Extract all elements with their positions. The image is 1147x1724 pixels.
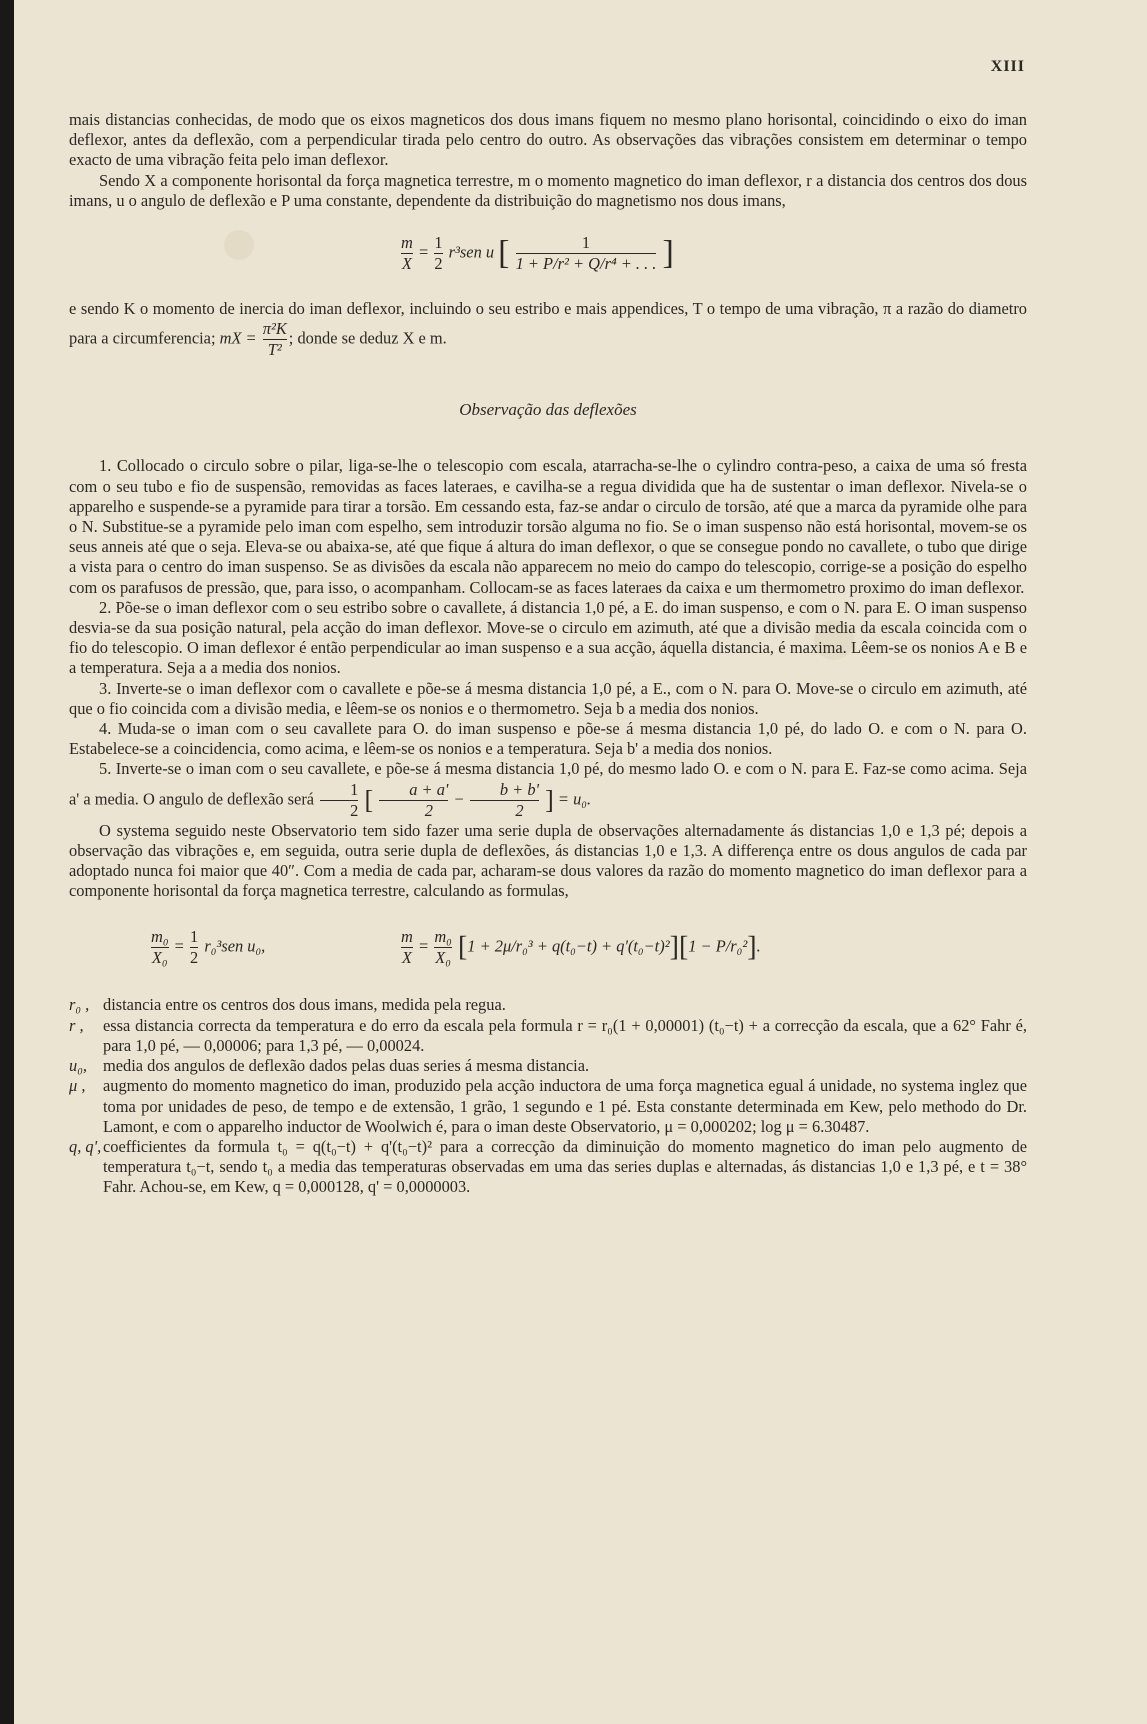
definition-item xyxy=(69,995,1027,1015)
paragraph: 5. Inverte-se o iman com o seu cavallete, e põe-se á mesma distancia 1,0 pé, do mesmo lado O. e com o N. para E. Faz-se como acima. Seja a' a media. O angulo de deflexão será $\frac{1}{2}$ [ $\frac{a + a'}{2}$ − $\frac{b + b'}{2}$ ] = u₀. xyxy=(69,759,1027,820)
document-page xyxy=(14,0,1147,1724)
paragraph: O systema seguido neste Observatorio tem sido fazer uma serie dupla de observações alternadamente ás distancias 1,0 e 1,3 pé; depois a observação das vibrações e, em seguida, outra serie dupla de deflexões, ás distancias 1,0 e 1,3. A differença entre os dous angulos de cada par adoptado nunca foi maior que 40″. Com a media de cada par, acharam-se dous valores da razão do momento magnetico do iman deflexor para a componente horisontal da força magnetica terrestre, calculando as formulas, xyxy=(69,820,1027,901)
page-body xyxy=(69,110,1027,1198)
formula-deflexion: $\frac{m}{X}$ = $\frac{1}{2}$ r³sen u [ $\frac{1}{\text{1 + P/r² + Q/r⁴ + . . .}}$ ] xyxy=(401,233,674,274)
definition-symbol: r₀ , xyxy=(69,995,90,1015)
definition-symbol: u₀, xyxy=(69,1056,87,1076)
definition-text: media dos angulos de deflexão dados pelas duas series á mesma distancia. xyxy=(103,1056,590,1076)
definition-symbol: q, q', xyxy=(69,1136,102,1156)
numbered-item: 3. Inverte-se o iman deflexor com o cavallete e põe-se á mesma distancia 1,0 pé, a E., com o N. para O. Move-se o circulo em azimuth, até que o fio coincida com a divisão media, e lêem-se os nonios e o thermometro. Seja b a media dos nonios. xyxy=(69,678,1027,718)
numbered-items xyxy=(69,456,1027,759)
page-number: XIII xyxy=(990,58,1025,75)
numbered-item: 1. Collocado o circulo sobre o pilar, liga-se-lhe o telescopio com escala, atarracha-se-lhe o cylindro contra-peso, a caixa de uma só fresta com o seu tubo e fio de suspensão, removidas as faces lateraes, e cavilha-se a regua dividida que ha de sustentar o iman deflexor. Nivela-se o apparelho e suspende-se a pyramide para tirar a torsão. Em cessando esta, faz-se andar o circulo de torsão, até que a marca da pyramide olhe para o N. Substitue-se a pyramide pelo iman com espelho, sem introduzir torsão alguma no fio. Se o iman suspenso não está horisontal, movem-se os seus anneis até que o seja. Eleva-se ou abaixa-se, até que fique á altura do iman deflexor, o que se consegue pondo no cavallete, o tubo que dirige a vista para o centro do iman suspenso. Se as divisões da escala não apparecem no meio do campo do telescopio, corrige-se a posição do espelho com os parafusos de pressão, que, para isso, o acompanham. Collocam-se as faces lateraes da caixa e um thermometro proximo do iman deflexor. xyxy=(69,456,1027,597)
formula-ratio: $\frac{\text{m₀}}{\text{X₀}}$ = $\frac{1}{2}$ r₀³sen u₀, $\frac{m}{X}$ = $\frac{\text{m₀}}{\text{X₀}}$ [1 + 2μ/r₀³ + q(t₀−t) + q'(t₀−t)²][1 − P/r₀²]. xyxy=(151,927,761,968)
definition-item xyxy=(69,1016,1027,1056)
definition-text: coefficientes da formula t₀ = q(t₀−t) + q'(t₀−t)² para a correcção da diminuição do momento magnetico do iman pelo augmento de temperatura t₀−t, sendo t₀ a media das temperaturas observadas em uma das series duplas e alternadas, ás distancias 1,0 e 1,3 pé, e t = 38° Fahr. Achou-se, em Kew, q = 0,000128, q' = 0,0000003. xyxy=(103,1136,1027,1197)
paragraph: Sendo X a componente horisontal da força magnetica terrestre, m o momento magnetico do iman deflexor, r a distancia dos centros dos dous imans, u o angulo de deflexão e P uma constante, dependente da distribuição do magnetismo nos dous imans, xyxy=(69,170,1027,210)
definition-symbol: μ , xyxy=(69,1076,86,1096)
section-heading: Observação das deflexões xyxy=(459,400,637,420)
paragraph: mais distancias conhecidas, de modo que os eixos magneticos dos dous imans fiquem no mesmo plano horisontal, coincidindo o eixo do iman deflexor, antes da deflexão, com a perpendicular tirada pelo centro do outro. As observações das vibrações consistem em determinar o tempo exacto de uma vibração feita pelo iman deflexor. xyxy=(69,110,1027,170)
definition-item xyxy=(69,1076,1027,1137)
paragraph: e sendo K o momento de inercia do iman deflexor, incluindo o seu estribo e mais appendices, T o tempo de uma vibração, π a razão do diametro para a circumferencia; mX = $\frac{\text{π²K}}{\text{T²}}$ ; donde se deduz X e m. xyxy=(69,299,1027,360)
definitions-list xyxy=(69,995,1027,1197)
definition-text: augmento do momento magnetico do iman, produzido pela acção inductora de uma força magnetica egual á unidade, no systema inglez que toma por unidades de peso, de tempo e de extensão, 1 grão, 1 segundo e 1 pé. Esta constante determinada em Kew, pelo methodo do Dr. Lamont, e com o apparelho inductor de Woolwich é, para o iman deste Observatorio, μ = 0,000202; log μ = 6.30487. xyxy=(103,1076,1027,1136)
definition-symbol: r , xyxy=(69,1015,84,1035)
definition-item xyxy=(69,1056,1027,1076)
numbered-item: 2. Põe-se o iman deflexor com o seu estribo sobre o cavallete, á distancia 1,0 pé, a E. do iman suspenso, e com o N. para E. O iman suspenso desvia-se da sua posição natural, pela acção do iman deflexor. Move-se o circulo em azimuth, até que a divisão media da escala coincida com o fio do telescopio. O iman deflexor é então perpendicular ao iman suspenso e a sua acção, áquella distancia, é maxima. Lêem-se os nonios A e B e a temperatura. Seja a a media dos nonios. xyxy=(69,597,1027,678)
definition-item xyxy=(69,1137,1027,1198)
definition-text: distancia entre os centros dos dous imans, medida pela regua. xyxy=(103,995,506,1015)
numbered-item: 4. Muda-se o iman com o seu cavallete para O. do iman suspenso e põe-se á mesma distancia 1,0 pé, do lado O. e com o N. para O. Estabelece-se a coincidencia, como acima, e lêem-se os nonios e a temperatura. Seja b' a media dos nonios. xyxy=(69,719,1027,759)
definition-text: essa distancia correcta da temperatura e do erro da escala pela formula r = r₀(1 + 0,00001) (t₀−t) + a correcção da escala, que a 62° Fahr é, para 1,0 pé, — 0,00006; para 1,3 pé, — 0,00024. xyxy=(103,1015,1027,1055)
